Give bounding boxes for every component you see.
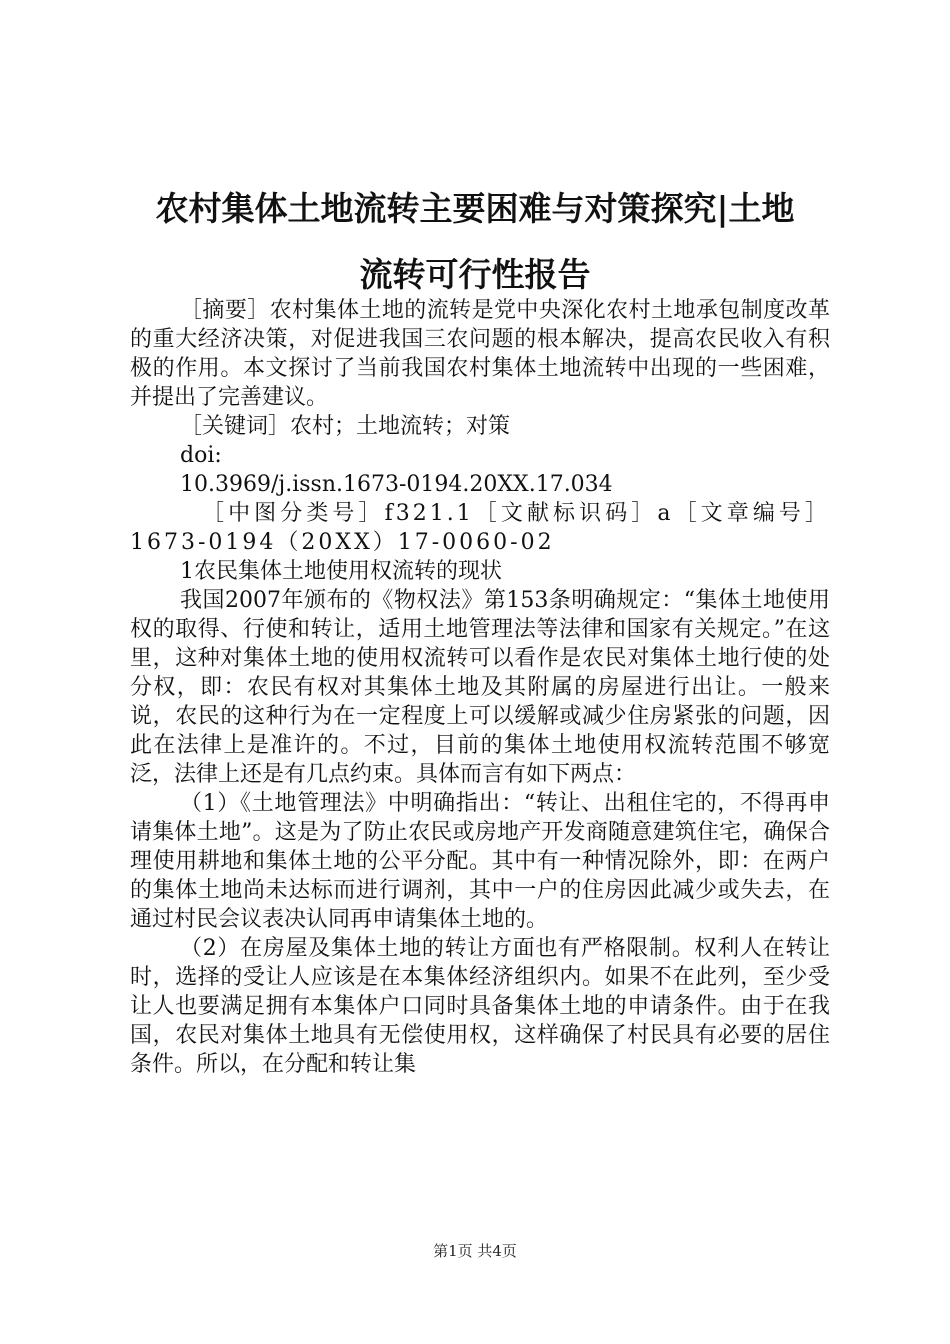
body-paragraph-3: （2）在房屋及集体土地的转让方面也有严格限制。权利人在转让时，选择的受让人应该是在本集体经济组织内。如果不在此列，至少受让人也要满足拥有本集体户口同时具备集体土地的申请条件。由于在我国，农民对集体土地具有无偿使用权，这样确保了村民具有必要的居住条件。所以，在分配和转让集 xyxy=(130,936,830,1077)
document-title xyxy=(120,176,830,308)
doi-value: 10.3969/j.issn.1673-0194.20XX.17.034 xyxy=(180,472,613,497)
abstract-paragraph: ［摘要］农村集体土地的流转是党中央深化农村土地承包制度改革的重大经济决策，对促进我国三农问题的根本解决，提高农民收入有积极的作用。本文探讨了当前我国农村集体土地流转中出现的一些困难，并提出了完善建议。 xyxy=(130,298,830,410)
body-paragraph-1: 我国2007年颁布的《物权法》第153条明确规定：“集体土地使用权的取得、行使和转让，适用土地管理法等法律和国家有关规定。”在这里，这种对集体土地的使用权流转可以看作是农民对集体土地行使的处分权，即：农民有权对其集体土地及其附属的房屋进行出让。一般来说，农民的这种行为在一定程度上可以缓解或减少住房紧张的问题，因此在法律上是准许的。不过，目前的集体土地使用权流转范围不够宽泛，法律上还是有几点约束。具体而言有如下两点： xyxy=(130,588,830,787)
document-body xyxy=(130,296,830,1079)
page-footer xyxy=(0,1240,950,1261)
classification-paragraph: ［中图分类号］f321.1［文献标识码］a［文章编号］1673-0194（20XX）17-0060-02 xyxy=(130,501,830,555)
section-heading: 1农民集体土地使用权流转的现状 xyxy=(180,559,502,584)
title-line-1: 农村集体土地流转主要困难与对策探究|土地 xyxy=(155,189,795,228)
doi-label: doi: xyxy=(180,443,222,468)
title-line-2: 流转可行性报告 xyxy=(359,255,591,294)
keywords-paragraph: ［关键词］农村；土地流转；对策 xyxy=(180,414,511,439)
body-paragraph-2: （1）《土地管理法》中明确指出：“转让、出租住宅的，不得再申请集体土地”。这是为了防止农民或房地产开发商随意建筑住宅，确保合理使用耕地和集体土地的公平分配。其中有一种情况除外，即：在两户的集体土地尚未达标而进行调剂，其中一户的住房因此减少或失去，在通过村民会议表决认同再申请集体土地的。 xyxy=(130,791,830,932)
page-number: 第1页 共4页 xyxy=(433,1242,517,1260)
